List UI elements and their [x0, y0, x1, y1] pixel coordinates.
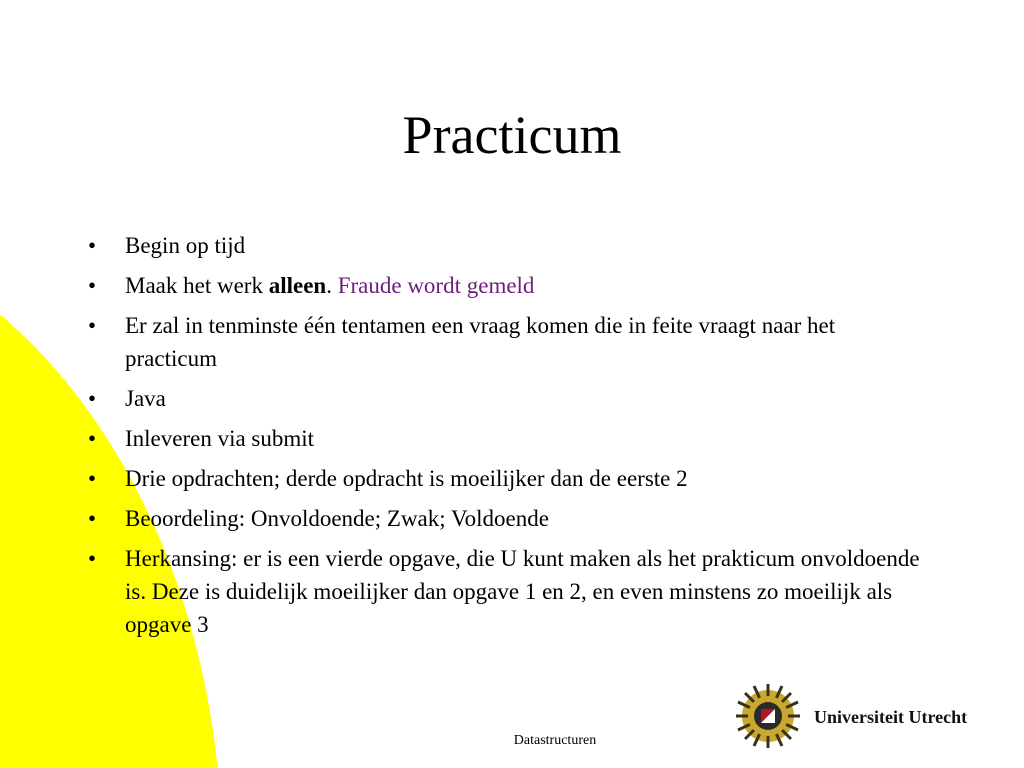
- bullet-dot-icon: •: [88, 313, 97, 338]
- slide-title: Practicum: [402, 105, 622, 165]
- bullet-text: Begin op tijd: [125, 233, 246, 258]
- bullet-highlight-text: Fraude wordt gemeld: [337, 273, 535, 298]
- bullet-item: [88, 542, 928, 641]
- university-wordmark: Universiteit Utrecht: [814, 707, 968, 727]
- bullet-item: [88, 462, 928, 495]
- bullet-text: Java: [125, 386, 166, 411]
- bullet-dot-icon: •: [88, 546, 97, 571]
- bullet-dot-icon: •: [88, 466, 97, 491]
- bullet-dot-icon: •: [88, 426, 97, 451]
- bullet-text: Inleveren via submit: [125, 426, 315, 451]
- bullet-text: Beoordeling: Onvoldoende; Zwak; Voldoende: [125, 506, 549, 531]
- bullet-item: [88, 269, 928, 302]
- bullet-dot-icon: •: [88, 386, 97, 411]
- slide-footer: Datastructuren: [513, 733, 597, 748]
- university-logo: [734, 682, 989, 754]
- bullet-punctuation: .: [326, 273, 338, 298]
- bullet-text: Drie opdrachten; derde opdracht is moeilijker dan de eerste 2: [125, 466, 688, 491]
- bullet-item: [88, 422, 928, 455]
- bullet-dot-icon: •: [88, 233, 97, 258]
- bullet-text: Maak het werk: [125, 273, 269, 298]
- bullet-item: [88, 229, 928, 262]
- bullet-bold-text: alleen: [268, 273, 327, 298]
- university-seal-icon: [734, 682, 802, 750]
- bullet-item: [88, 309, 928, 375]
- bullet-item: [88, 382, 928, 415]
- bullet-text: Herkansing: er is een vierde opgave, die U kunt maken als het prakticum onvoldoende is. Deze is duidelijk moeilijker dan opgave 1 en 2, en even minstens zo moeilijk als opgave 3: [125, 546, 920, 637]
- bullet-dot-icon: •: [88, 273, 97, 298]
- bullet-item: [88, 502, 928, 535]
- bullet-dot-icon: •: [88, 506, 97, 531]
- bullet-text: Er zal in tenminste één tentamen een vraag komen die in feite vraagt naar het practicum: [125, 313, 836, 371]
- bullet-list: [88, 229, 928, 648]
